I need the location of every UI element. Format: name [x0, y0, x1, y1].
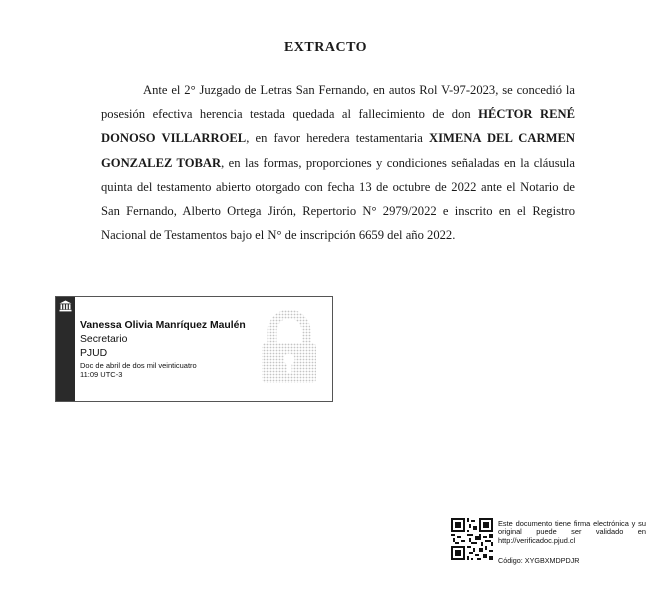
signer-role: Secretario: [80, 334, 128, 345]
document-title: EXTRACTO: [283, 40, 368, 55]
body-paragraph: [101, 78, 575, 247]
courthouse-icon: [59, 300, 72, 312]
signature-date-line: Doc de abril de dos mil veinticuatro: [80, 361, 197, 370]
signature-sidebar: [56, 297, 75, 401]
signer-name: Vanessa Olivia Manríquez Maulén: [80, 320, 246, 331]
deceased-name: HÉCTOR RENÉ DONOSO VILLARROEL: [101, 107, 575, 146]
signature-time-line: 11:09 UTC-3: [80, 369, 123, 379]
signer-organization: PJUD: [80, 347, 108, 359]
heir-name: XIMENA DEL CARMEN GONZALEZ TOBAR: [101, 131, 575, 170]
body-text-1: Ante el 2° Juzgado de Letras San Fernando, en autos Rol V-97-2023, se concedió la posesión efectiva herencia testada quedada al fallecimiento de don: [101, 83, 575, 122]
verification-code: Código: XYGBXMDPDJR: [498, 556, 580, 565]
verification-notice: Este documento tiene firma electrónica y su original puede ser validado en http://verificadoc.pjud.cl: [498, 519, 646, 545]
body-text-3: , en las formas, proporciones y condiciones señaladas en la cláusula quinta del testamento abierto otorgado con fecha 13 de octubre de 2022 ante el Notario de San Fernando, Alberto Ortega Jirón, Repertorio N° 2979/2022 e inscrito en el Registro Nacional de Testamentos bajo el N° de inscripción 6659 del año 2022.: [101, 155, 575, 243]
electronic-signature-box: [55, 296, 333, 402]
body-text-2: , en favor heredera testamentaria: [246, 131, 430, 146]
lock-icon: [254, 307, 324, 387]
signature-details: [80, 319, 246, 380]
qr-code-icon: [451, 518, 493, 560]
signature-date: [80, 362, 246, 380]
document-body: [101, 78, 575, 247]
